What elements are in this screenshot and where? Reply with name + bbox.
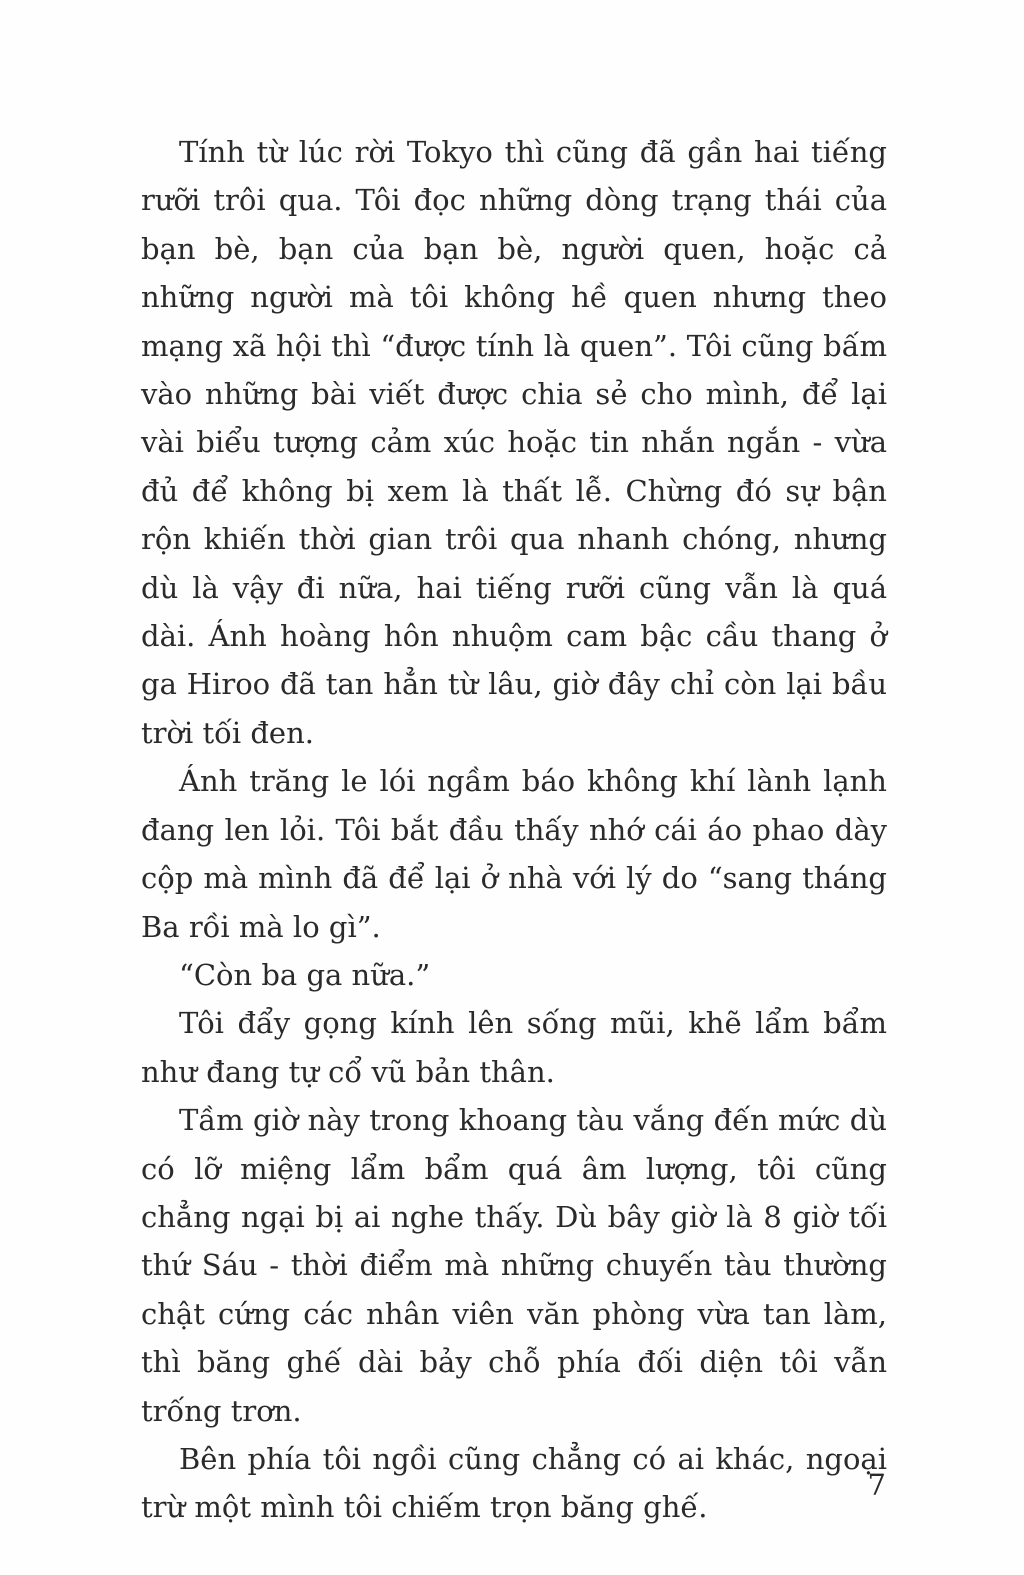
body-text	[141, 128, 887, 1532]
paragraph-1: Tính từ lúc rời Tokyo thì cũng đã gần hai tiếng rưỡi trôi qua. Tôi đọc những dòng trạng thái của bạn bè, bạn của bạn bè, người quen, hoặc cả những người mà tôi không hề quen nhưng theo mạng xã hội thì “được tính là quen”. Tôi cũng bấm vào những bài viết được chia sẻ cho mình, để lại vài biểu tượng cảm xúc hoặc tin nhắn ngắn - vừa đủ để không bị xem là thất lễ. Chừng đó sự bận rộn khiến thời gian trôi qua nhanh chóng, nhưng dù là vậy đi nữa, hai tiếng rưỡi cũng vẫn là quá dài. Ánh hoàng hôn nhuộm cam bậc cầu thang ở ga Hiroo đã tan hẳn từ lâu, giờ đây chỉ còn lại bầu trời tối đen.	[141, 135, 887, 750]
page-number: 7	[867, 1468, 886, 1502]
paragraph-6: Bên phía tôi ngồi cũng chẳng có ai khác, ngoại trừ một mình tôi chiếm trọn băng ghế.	[141, 1441, 887, 1525]
paragraph-2: Ánh trăng le lói ngầm báo không khí lành lạnh đang len lỏi. Tôi bắt đầu thấy nhớ cái áo phao dày cộp mà mình đã để lại ở nhà với lý do “sang tháng Ba rồi mà lo gì”.	[141, 764, 887, 944]
paragraph-5: Tầm giờ này trong khoang tàu vắng đến mức dù có lỡ miệng lẩm bẩm quá âm lượng, tôi cũng chẳng ngại bị ai nghe thấy. Dù bây giờ là 8 giờ tối thứ Sáu - thời điểm mà những chuyến tàu thường chật cứng các nhân viên văn phòng vừa tan làm, thì băng ghế dài bảy chỗ phía đối diện tôi vẫn trống trơn.	[141, 1103, 887, 1428]
paragraph-4: Tôi đẩy gọng kính lên sống mũi, khẽ lẩm bẩm như đang tự cổ vũ bản thân.	[141, 1006, 887, 1089]
paragraph-3: “Còn ba ga nữa.”	[179, 957, 431, 992]
